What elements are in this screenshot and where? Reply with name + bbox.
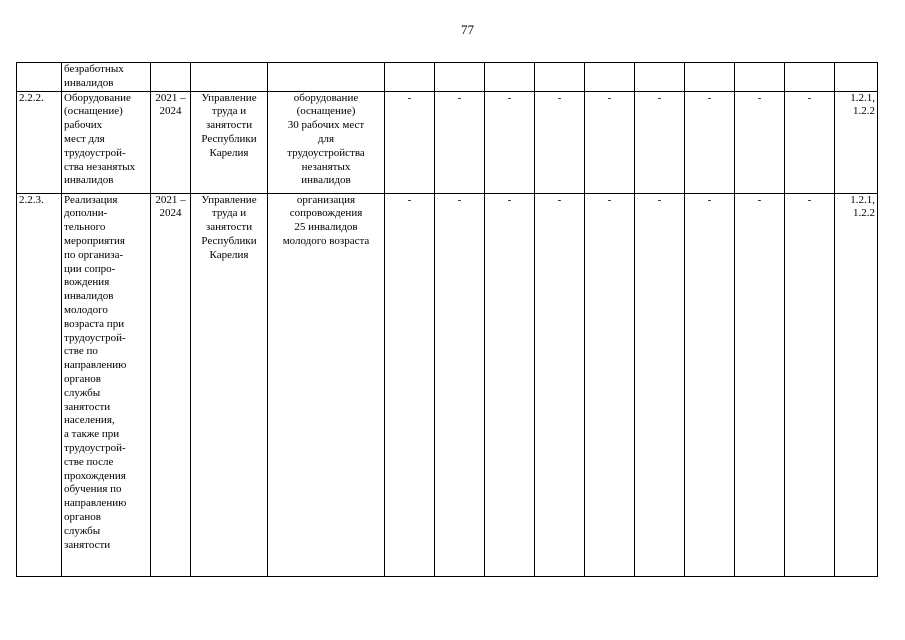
cell-value: - [435,193,485,576]
text-line: ства незанятых [64,160,136,173]
cell-period [151,193,191,576]
table-row [17,91,878,193]
cell-executor [191,63,268,92]
cell-value [485,63,535,92]
text-line: Карелия [209,248,249,261]
text-line: тельного [64,221,106,234]
cell-value: - [385,193,435,576]
text-line: трудоустрой- [64,441,126,454]
cell-value [385,63,435,92]
text-line: 2024 [159,105,182,118]
text-line: направлению [64,497,127,510]
text-line: мест для [64,132,105,145]
text-line: 30 рабочих мест [287,119,365,132]
cell-value: - [685,91,735,193]
cell-number: 2.2.2. [17,91,62,193]
text-line: трудоустрой- [64,146,126,159]
text-line: инвалидов [301,174,351,187]
cell-value [585,63,635,92]
text-line: рабочих [64,119,103,132]
cell-value: - [535,91,585,193]
text-line: возраста при [64,317,125,330]
text-line: 2021 – [155,193,186,206]
cell-activity-name [62,63,151,92]
text-line: Республики [201,234,257,247]
text-line: 1.2.1, [850,91,875,104]
cell-value: - [485,91,535,193]
text-line: для [317,132,335,145]
text-line: Управление [201,193,257,206]
text-line: 1.2.2 [853,207,875,220]
cell-value [535,63,585,92]
text-line: органов [64,372,101,385]
table-row [17,193,878,576]
text-line: 2024 [159,207,182,220]
text-line: занятости [205,119,253,132]
text-line: службы [64,386,101,399]
text-line: безработных [64,63,124,75]
text-line: Республики [201,132,257,145]
text-line: а также при [64,428,120,441]
text-line: инвалидов [64,290,114,303]
cell-value [785,63,835,92]
text-line: инвалидов [64,76,114,89]
cell-value [685,63,735,92]
text-line: оборудование [293,91,359,104]
text-line: молодого [64,303,108,316]
text-line: занятости [205,221,253,234]
text-line: организация [296,193,356,206]
cell-period [151,91,191,193]
text-line: незанятых [301,160,351,173]
text-line: Оборудование [64,91,131,104]
text-line: прохождения [64,469,126,482]
text-line: занятости [64,538,111,551]
text-line: дополни- [64,207,108,220]
text-line: 2021 – [155,91,186,104]
text-line: (оснащение) [64,105,123,118]
cell-period [151,63,191,92]
cell-executor [191,193,268,576]
text-line: Управление [201,91,257,104]
cell-result [268,63,385,92]
text-line: обучения по [64,483,122,496]
cell-value: - [635,91,685,193]
cell-number [17,63,62,92]
cell-value [435,63,485,92]
text-line: 1.2.2 [853,105,875,118]
cell-value: - [585,91,635,193]
cell-indicator-ref [835,91,878,193]
cell-value: - [485,193,535,576]
text-line: занятости [64,400,111,413]
text-line: трудоустройства [287,146,365,159]
text-line: по организа- [64,248,124,261]
text-line: инвалидов [64,174,114,187]
text-line: мероприятия [64,234,125,247]
text-line: населения, [64,414,115,427]
text-line: трудоустрой- [64,331,126,344]
text-line: стве после [64,455,114,468]
text-line: ции сопро- [64,262,116,275]
text-line: (оснащение) [296,105,356,118]
text-line: молодого возраста [282,234,370,247]
text-line: стве по [64,345,98,358]
cell-result [268,193,385,576]
program-table [16,62,878,577]
text-line: Реализация [64,193,118,206]
cell-value: - [435,91,485,193]
text-line: направлению [64,359,127,372]
cell-value [635,63,685,92]
cell-value: - [635,193,685,576]
cell-number: 2.2.3. [17,193,62,576]
cell-value: - [785,193,835,576]
cell-value: - [585,193,635,576]
text-line: сопровождения [289,207,363,220]
text-line: 25 инвалидов [294,221,358,234]
text-line: Карелия [209,146,249,159]
cell-indicator-ref [835,193,878,576]
cell-activity-name [62,193,151,576]
text-line: труда и [211,105,247,118]
text-line: 1.2.1, [850,193,875,206]
cell-executor [191,91,268,193]
cell-indicator-ref [835,63,878,92]
cell-activity-name [62,91,151,193]
text-line: органов [64,510,101,523]
cell-value: - [385,91,435,193]
cell-value: - [735,193,785,576]
text-line: службы [64,524,101,537]
table-row-continuation [17,63,878,92]
text-line: труда и [211,207,247,220]
cell-value: - [735,91,785,193]
page-number: 77 [461,22,474,37]
cell-value [735,63,785,92]
cell-value: - [785,91,835,193]
cell-result [268,91,385,193]
text-line: вождения [64,276,110,289]
cell-value: - [535,193,585,576]
cell-value: - [685,193,735,576]
